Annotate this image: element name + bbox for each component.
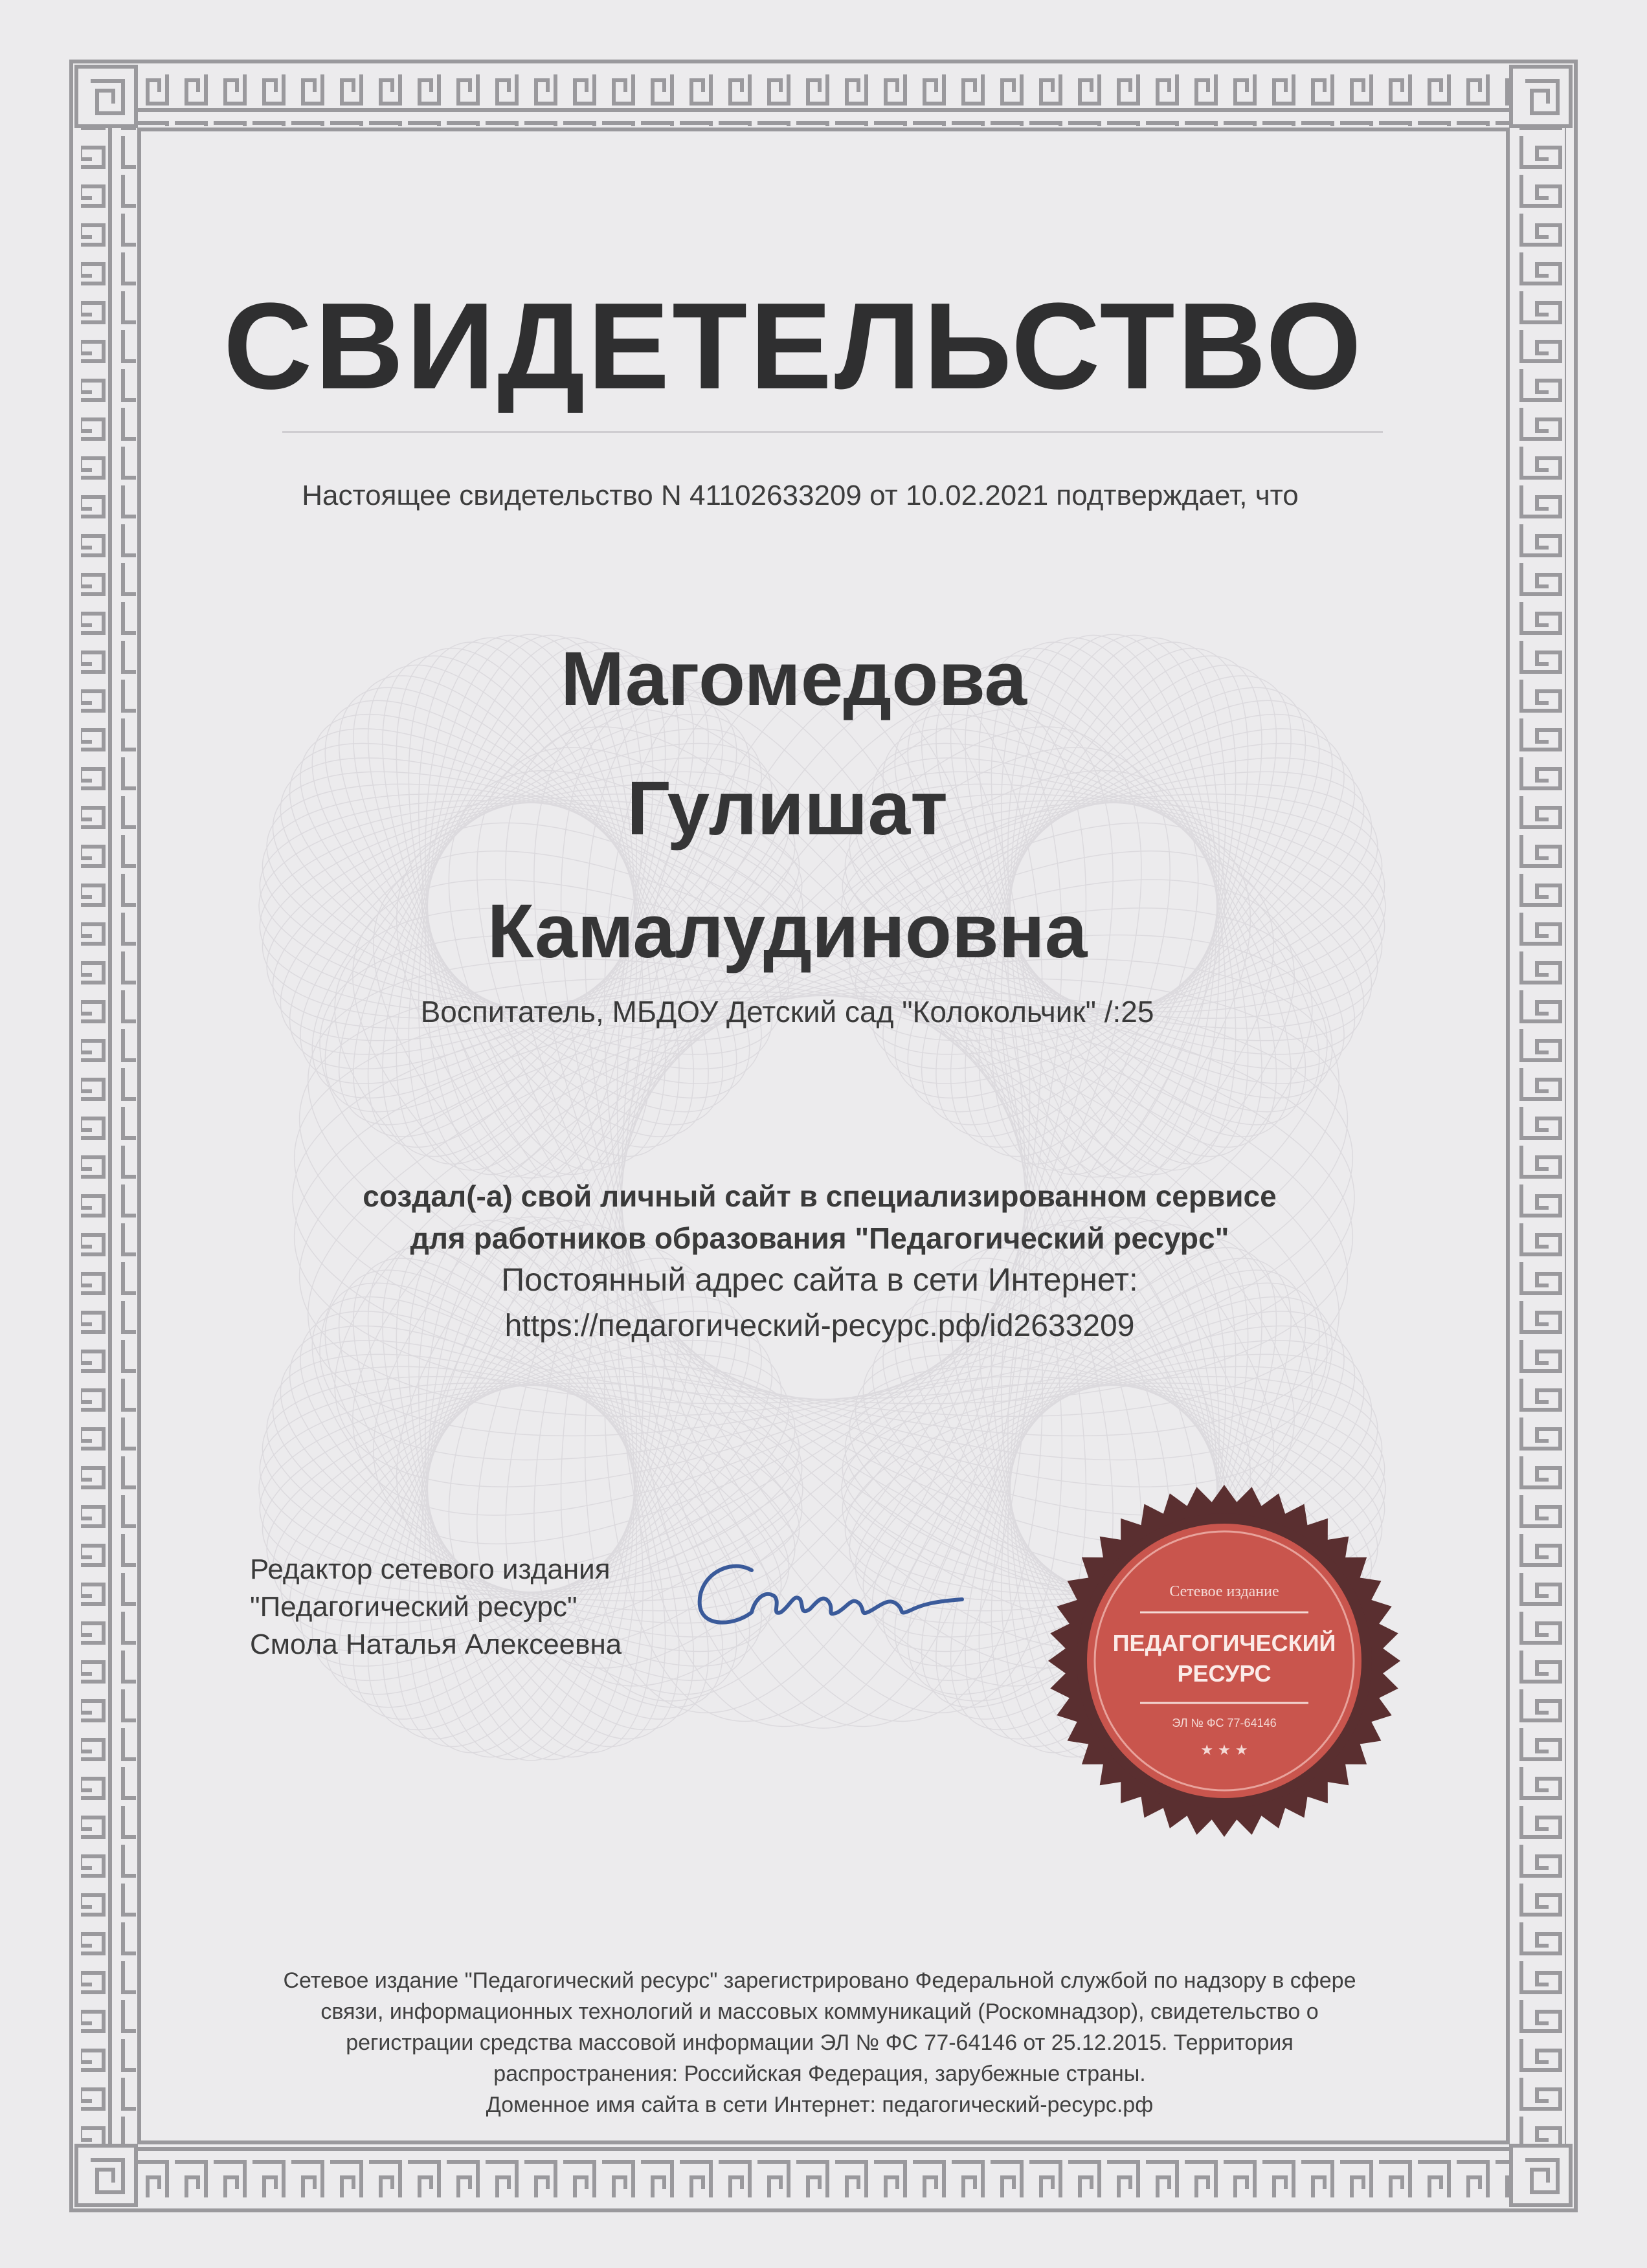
- footer-line-2: связи, информационных технологий и массовых коммуникаций (Роскомнадзор), свидетельство о: [320, 1999, 1319, 2024]
- legal-footer: [218, 1965, 1422, 2120]
- certificate-intro: Настоящее свидетельство N 41102633209 от 10.02.2021 подтверждает, что: [302, 480, 1299, 511]
- description-line-1: создал(-а) свой личный сайт в специализированном сервисе: [363, 1179, 1277, 1213]
- site-url: https://педагогический-ресурс.рф/id2633209: [504, 1309, 1135, 1343]
- description-line-2: для работников образования "Педагогический ресурс": [410, 1221, 1229, 1255]
- editor-title: Редактор сетевого издания: [250, 1553, 611, 1585]
- footer-line-3: регистрации средства массовой информации ЭЛ № ФС 77-64146 от 25.12.2015. Территория: [346, 2030, 1294, 2055]
- seal-registration-text: ЭЛ № ФС 77-64146: [1172, 1717, 1277, 1729]
- title-divider: [282, 431, 1383, 433]
- seal-main-line-1: ПЕДАГОГИЧЕСКИЙ: [1112, 1630, 1336, 1656]
- seal-main-line-2: РЕСУРС: [1177, 1660, 1272, 1687]
- certificate-title: СВИДЕТЕЛЬСТВО: [223, 278, 1364, 415]
- editor-block: [250, 1551, 703, 1663]
- editor-name: Смола Наталья Алексеевна: [250, 1629, 622, 1660]
- signature-image: [690, 1544, 988, 1641]
- recipient-first-name: Гулишат: [627, 766, 948, 851]
- recipient-surname: Магомедова: [561, 636, 1027, 722]
- seal-stars-icon: ★ ★ ★: [1200, 1742, 1248, 1759]
- recipient-patronymic: Камалудиновна: [487, 889, 1088, 974]
- seal-top-text: Сетевое издание: [1169, 1583, 1279, 1600]
- description-line-3: Постоянный адрес сайта в сети Интернет:: [501, 1262, 1138, 1298]
- recipient-position: Воспитатель, МБДОУ Детский сад "Колокольчик" /:25: [420, 995, 1154, 1028]
- footer-line-4: распространения: Российская Федерация, зарубежные страны.: [493, 2062, 1146, 2086]
- footer-line-5: Доменное имя сайта в сети Интернет: педагогический-ресурс.рф: [486, 2093, 1154, 2117]
- certificate-content: [153, 153, 1486, 2117]
- footer-line-1: Сетевое издание "Педагогический ресурс" зарегистрировано Федеральной службой по надзору в сфере: [283, 1968, 1356, 1993]
- editor-publication: "Педагогический ресурс": [250, 1591, 577, 1623]
- publication-seal: [1043, 1480, 1406, 1842]
